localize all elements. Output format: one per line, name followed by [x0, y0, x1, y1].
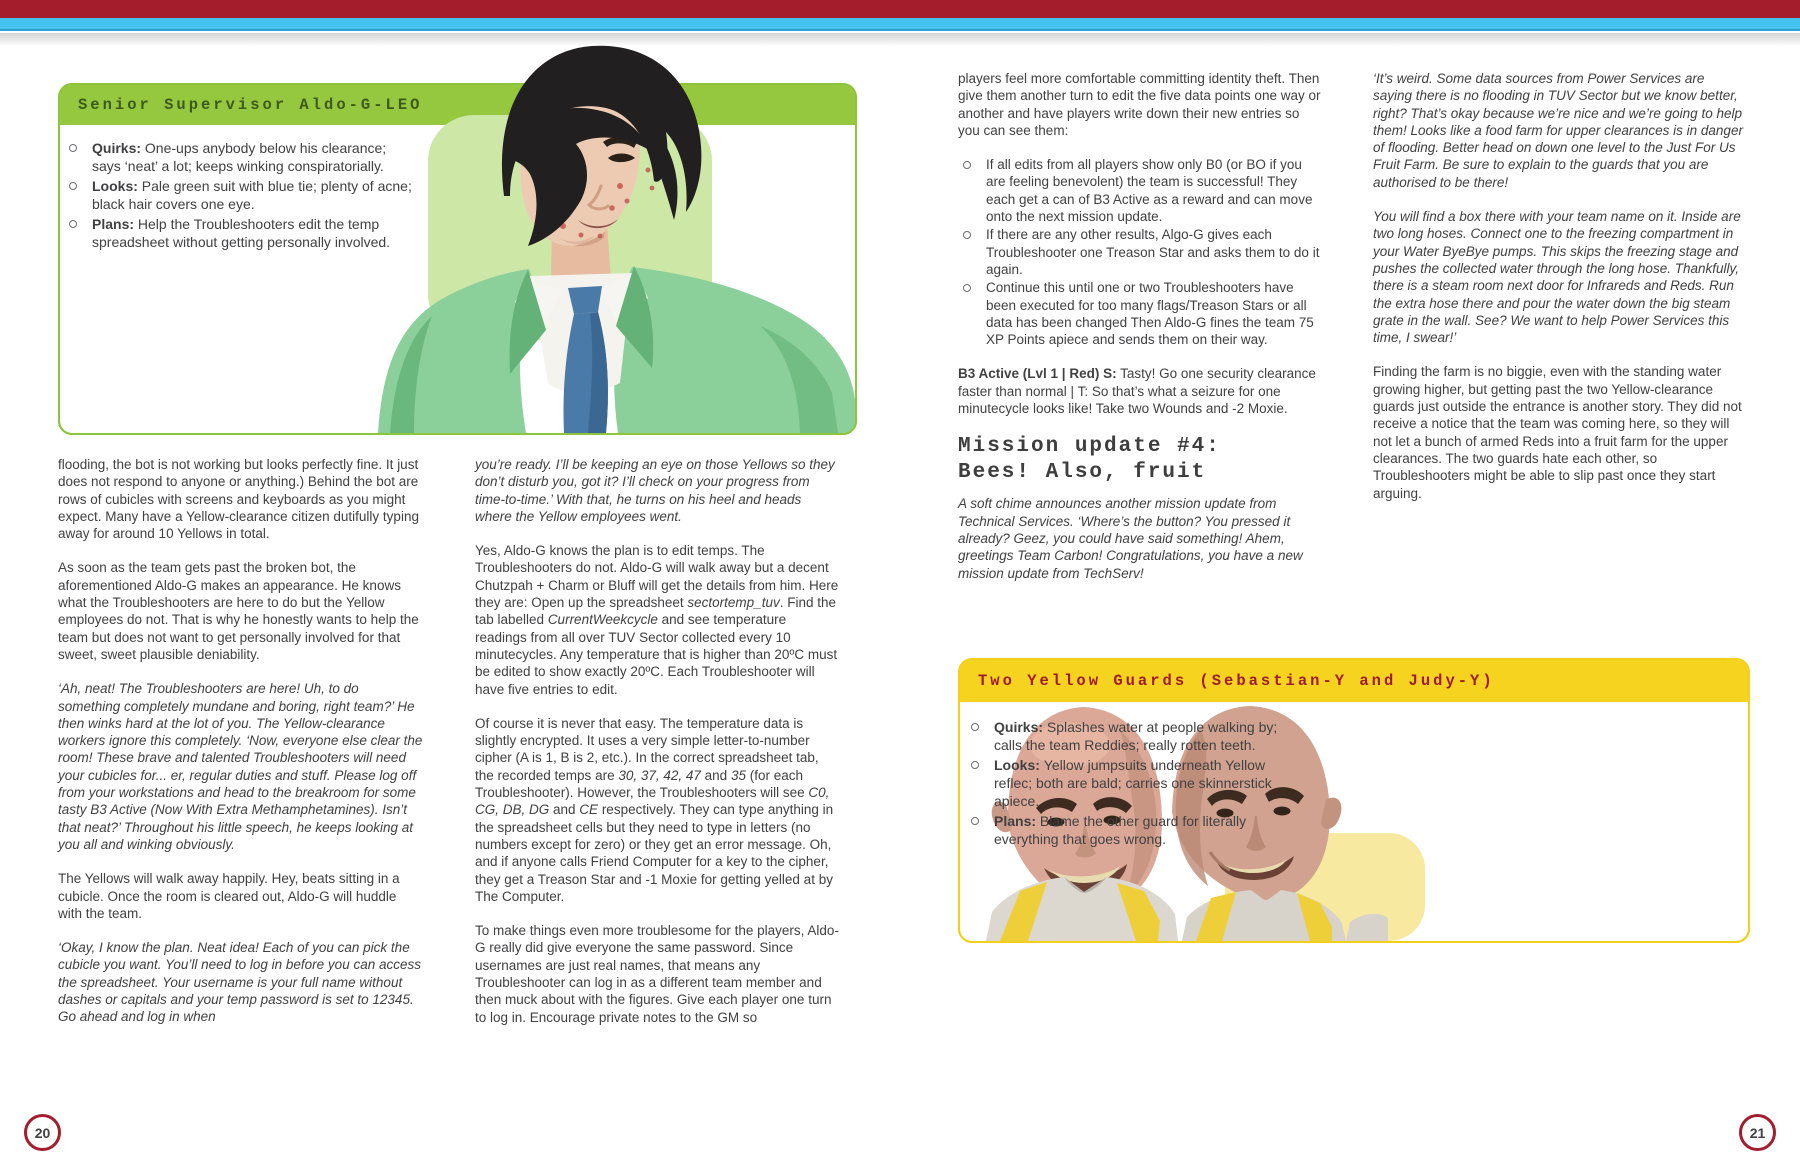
bullet-circle-marker: [971, 761, 979, 769]
paragraph: [58, 939, 423, 1025]
bullet-item: [64, 177, 416, 213]
text-run: and: [549, 802, 580, 818]
top-red-bar: [0, 0, 1800, 18]
text-run: CE: [579, 802, 599, 818]
bullet-text: Looks: Yellow jumpsuits underneath Yellow reflec; both are bald; carries one skinnerstick apiece.: [994, 757, 1272, 809]
paragraph: [1373, 70, 1745, 191]
text-run: B3 Active (Lvl 1 | Red) S:: [958, 366, 1117, 382]
bullet-item: [966, 718, 1296, 754]
bullet-item: [64, 215, 416, 251]
paragraph: [1373, 363, 1745, 501]
bullet-label: Looks:: [994, 757, 1044, 773]
bullet-circle-marker: [963, 231, 971, 239]
bullet-item: [966, 756, 1296, 810]
paragraph: [58, 456, 423, 542]
page-number-right-label: 21: [1749, 1124, 1766, 1141]
text-run: 30, 37, 42, 47: [618, 767, 701, 783]
bullet-label: Quirks:: [92, 140, 145, 156]
text-run: The Yellows will walk away happily. Hey, beats sitting in a cubicle. Once the room is cleared out, Aldo-G will huddle with the team.: [58, 871, 400, 921]
npc-box-guards-title: Two Yellow Guards (Sebastian-Y and Judy-Y): [960, 660, 1748, 702]
paragraph: [475, 922, 840, 1026]
bullet-circle-marker: [963, 161, 971, 169]
bullet-text: Plans: Blame the other guard for literally everything that goes wrong.: [994, 813, 1247, 847]
text-run: players feel more comfortable committing identity theft. Then give them another turn to edit the five data points one way or another and have players write down their new entries so you can see them:: [958, 71, 1321, 138]
text-run: and see temperature readings from all over TUV Sector collected every 10 minutecycles. Any temperature that is higher than 20ºC must be edited to show exactly 20ºC. Each Troubleshooter will have five entries to edit.: [475, 612, 838, 697]
text-run: 35: [730, 767, 746, 783]
bullet-text: [986, 226, 1323, 278]
left-page-column-2: [475, 456, 840, 1043]
bullet-item: [958, 156, 1323, 225]
bullet-label: Looks:: [92, 178, 142, 194]
text-run: flooding, the bot is not working but looks perfectly fine. It just does not respond to anyone or anything.) Behind the bot are rows of cubicles with screens and keyboards as you might expect. Many have a Yellow-clearance citizen dutifully typing away for around 10 Yellows in total.: [58, 457, 419, 542]
mission-update-heading-line1: Mission update #4:: [958, 435, 1221, 459]
bullet-label: Plans:: [994, 813, 1040, 829]
text-run: To make things even more troublesome for the players, Aldo-G really did give everyone the same password. Since usernames are just real names, that means any Troubleshooter can log in as a different team member and then muck about with the figures. Give each player one turn to log in. Encourage private notes to the GM so: [475, 923, 839, 1025]
bullet-item: [958, 279, 1323, 348]
bullet-circle-marker: [971, 723, 979, 731]
bullet-circle-marker: [971, 817, 979, 825]
paragraph: [475, 715, 840, 905]
mission-update-heading-line2: Bees! Also, fruit: [958, 461, 1207, 485]
text-run: Finding the farm is no biggie, even with the standing water growing higher, but getting past the two Yellow-clearance guards just outside the entrance is another story. They did not receive a notice that the team was coming here, so they will not let a bunch of armed Reds into a fruit farm for the upper clearances. The two guards hate each other, so Troubleshooters might be able to slip past once they start arguing.: [1373, 364, 1742, 501]
paragraph: [1373, 208, 1745, 346]
text-run: sectortemp_tuv: [687, 595, 780, 611]
edit-results-bullets: [958, 156, 1323, 348]
text-run: respectively. They can type anything in the spreadsheet cells but they need to type in letters (no numbers except for zero) or they get an error message. Oh, and if anyone calls Friend Computer for a key to the cipher, they get a Treason Star and -1 Moxie for getting yelled at by The Computer.: [475, 802, 834, 904]
b3-active-stat-note: [958, 365, 1323, 417]
right-page-column-2: [1373, 70, 1745, 519]
paragraph: [58, 559, 423, 663]
text-run: ‘It’s weird. Some data sources from Power Services are saying there is no flooding in TUV Sector but we know better, right? That’s okay because we’re nice and we’re going to help them! Looks like a food farm for upper clearances is in danger of flooding. Better head on down one level to the Just For Us Fruit Farm. Be sure to explain to the guards that you are authorised to be there!: [1373, 71, 1743, 190]
bullet-text: Plans: Help the Troubleshooters edit the temp spreadsheet without getting personally involved.: [92, 216, 391, 250]
bullet-text: Quirks: One-ups anybody below his clearance; says ‘neat’ a lot; keeps winking conspiratorially.: [92, 140, 387, 174]
text-run: Of course it is never that easy. The temperature data is slightly encrypted. It uses a very simple letter-to-number cipher (A is 1, B is 2, etc.). In the correct spreadsheet tab, the recorded temps are: [475, 715, 819, 783]
bullet-text: Looks: Pale green suit with blue tie; plenty of acne; black hair covers one eye.: [92, 178, 412, 212]
bullet-item: [966, 812, 1296, 848]
mission-update-heading: [958, 434, 1323, 486]
text-run: . Find the tab labelled: [475, 595, 836, 628]
text-run: (for each Troubleshooter). However, the Troubleshooters will see: [475, 767, 809, 801]
mission-update-intro: [958, 495, 1323, 581]
bullet-circle-marker: [69, 220, 77, 228]
npc-box-aldo-bullets: [64, 139, 416, 253]
npc-box-guards-bullets: [966, 718, 1296, 850]
npc-box-aldo-title: Senior Supervisor Aldo-G-LEO: [60, 85, 855, 125]
bullet-item: [64, 139, 416, 175]
text-run: ‘Ah, neat! The Troubleshooters are here! Uh, to do something completely mundane and boring, right team?’ He then winks hard at the lot of you. The Yellow-clearance workers ignore this completely. ‘Now, everyone else clear the room! These brave and talented Troubleshooters will need your cubicles for... er, regular duties and stuff. Please log off from your workstations and head to the breakroom for some tasty B3 Active (Now With Extra Methamphetamines). Isn’t that neat?’ Throughout his little speech, he keeps looking at you all and winking obviously.: [58, 681, 423, 852]
bullet-item: [958, 226, 1323, 278]
judy-vest-shoulder-edge: [1346, 914, 1388, 941]
paragraph: [475, 456, 840, 525]
right-page-column-1: [958, 70, 1323, 599]
paragraph: [58, 870, 423, 922]
text-run: You will find a box there with your team name on it. Inside are two long hoses. Connect one to the freezing compartment in your Water ByeBye pumps. This skips the freezing stage and pushes the collected water through the long hose. Thankfully, there is a steam room next door for Infrareds and Reds. Run the extra hose there and pour the water down the big steam grate in the wall. See? We want to help Power Services this time, I swear!’: [1373, 209, 1741, 346]
text-run: ‘Okay, I know the plan. Neat idea! Each of you can pick the cubicle you want. You’ll need to log in before you can access the spreadsheet. Your username is your full name without dashes or capitals and your temp password is set to 12345. Go ahead and log in when: [58, 940, 421, 1025]
text-run: Yes, Aldo-G knows the plan is to edit temps. The Troubleshooters do not. Aldo-G will walk away but a decent Chutzpah + Charm or Bluff will get the details from him. Here they are: Open up the spreadsheet: [475, 543, 839, 611]
page-number-left: [24, 1114, 61, 1151]
text-run: you’re ready. I’ll be keeping an eye on those Yellows so they don’t disturb you, got it? I’ll check on your progress from time-to-time.’ With that, he turns on his heel and heads where the Yellow employees went.: [475, 457, 835, 524]
text-run: If there are any other results, Algo-G gives each Troubleshooter one Treason Star and asks them to do it again.: [986, 227, 1320, 277]
text-run: CurrentWeekcycle: [547, 612, 658, 628]
page-number-left-label: 20: [34, 1124, 51, 1141]
bullet-text: [986, 279, 1323, 348]
paragraph: [58, 680, 423, 853]
bullet-label: Quirks:: [994, 719, 1047, 735]
bullet-circle-marker: [69, 144, 77, 152]
text-run: Tasty! Go one security clearance faster than normal | T: So that’s what a seizure for one minutecycle looks like! Take two Wounds and -2 Moxie.: [958, 366, 1316, 417]
bullet-circle-marker: [69, 182, 77, 190]
text-run: If all edits from all players show only B0 (or BO if you are feeling benevolent) the team is successful! They each get a can of B3 Active as a reward and can move onto the next mission update.: [986, 157, 1313, 225]
paragraph: [475, 542, 840, 698]
top-blue-stripe: [0, 18, 1800, 31]
text-run: and: [700, 767, 731, 783]
bullet-circle-marker: [963, 284, 971, 292]
bullet-text: [986, 156, 1323, 225]
text-run: Continue this until one or two Troubleshooters have been executed for too many flags/Treason Stars or all data has been changed Then Aldo-G fines the team 75 XP Points apiece and sends them on their way.: [986, 280, 1314, 348]
identity-theft-paragraph: [958, 70, 1323, 139]
guards-vests: [986, 877, 1388, 941]
bullet-label: Plans:: [92, 216, 138, 232]
aldo-tie-knot: [568, 286, 602, 314]
text-run: As soon as the team gets past the broken bot, the aforementioned Aldo-G makes an appearance. He knows what the Troubleshooters are here to do but the Yellow employees do not. That is why he honestly wants to help the team but does not want to get personally involved for that sweet, sweet plausible deniability.: [58, 560, 419, 662]
left-page-column-1: [58, 456, 423, 1043]
bullet-text: Quirks: Splashes water at people walking by; calls the team Reddies; really rotten teeth.: [994, 719, 1278, 753]
text-run: A soft chime announces another mission update from Technical Services. ‘Where’s the button? You pressed it already? Geez, you could have said something! Ahem, greetings Team Carbon! Congratulations, you have a new mission update from TechServ!: [958, 496, 1303, 581]
text-run: C0, CG, DB, DG: [475, 785, 830, 818]
page-number-right: [1739, 1114, 1776, 1151]
